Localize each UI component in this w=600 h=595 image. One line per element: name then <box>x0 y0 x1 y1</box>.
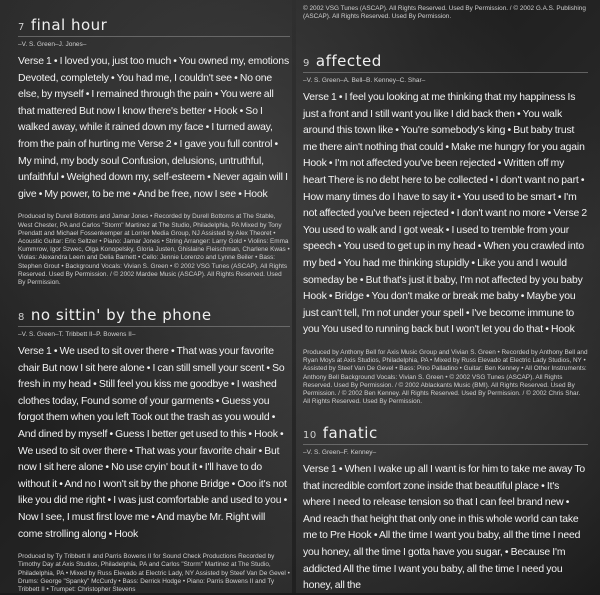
writers-line: –V. S. Green–F. Kenney– <box>303 449 377 456</box>
production-credits: Produced by Durell Bottoms and Jamar Jones • Recorded by Durell Bottoms at The Stable, West Chester, PA and Carlos "Storm" Martinez at The Studio, Philadelphia, PA Mixed by Tony Prendatt and Michael Fossenkemper at Lorrier Media Group, NJ Assisted by Alex Theoret • Acoustic Guitar: Eric Seltzer • Piano: Jamar Jones • String Arranger: Larry Gold • Violins: Emma Kummrow, Igor Szwec, Olga Konopelsky, Gloria Justen, Ghislaine Fleischman, Charlene Kwas • Violas: Alexandra Leem and Delia Barnett • Cello: Jennie Lorenzo and Lynne Beiler • Bass: Stephen Grout • Background Vocals: Vivian S. Green • © 2002 VSG Tunes (ASCAP). All Rights Reserved. Used By Permission. / © 2002 Mardee Music (ASCAP). All Rights Reserved. Used By Permission. <box>18 213 290 286</box>
writers-line: –V. S. Green–T. Tribbett II–P. Bowens II– <box>18 331 136 338</box>
track-9-section <box>303 52 588 406</box>
track-8-section <box>18 306 290 594</box>
copyright-notice: © 2002 VSG Tunes (ASCAP). All Rights Reserved. Used By Permission. / © 2002 G.A.S. Publishing (ASCAP). All Rights Reserved. Used By Permission. <box>303 5 586 21</box>
track-number: 8 <box>18 312 25 323</box>
column-divider <box>292 0 296 593</box>
track-number: 7 <box>18 22 25 33</box>
track-10-title <box>303 424 588 442</box>
track-title: no sittin' by the phone <box>30 306 212 324</box>
writers-line: –V. S. Green–J. Jones– <box>18 41 87 48</box>
track-title: affected <box>315 52 382 70</box>
track-title: fanatic <box>322 424 378 442</box>
writers-line: –V. S. Green–A. Bell–B. Kenney–C. Shar– <box>303 77 426 84</box>
lyrics-text: Verse 1 • When I wake up all I want is for him to take me away To that incredible comfort zone inside that beautiful place • It's where I need to release tension so that I can feel brand new • And reach that height that only one in this whole world can take me to Pre Hook • All the time I want you baby, all the time I need you honey, all the time I gotta have you sugar, • Because I'm addicted All the time I want you baby, all the time I need you honey, all the <box>303 464 586 592</box>
lyrics-text: Verse 1 • I loved you, just too much • You owned my, emotions Devoted, completely • You had me, I couldn't see • No one else, by myself • I remained through the pain • You were all that mattered But now I know there's better • Hook • So I walked away, while it rained down my face • I turned away, from the pain of hurting me Verse 2 • I gave you full control • My mind, my body soul Confusion, delusions, untruthful, unfaithful • Weighed down my, self-esteem • Never again will I give • My power, to be me • And be free, now I see • Hook <box>18 56 289 200</box>
track-9-title <box>303 52 588 70</box>
track-7-title <box>18 16 290 34</box>
title-rule <box>303 444 588 445</box>
lyrics-text: Verse 1 • We used to sit over there • That was your favorite chair But now I sit here alone • I can still smell your scent • So fresh in my head • Still feel you kiss me goodbye • I washed clothes today, Found some of your garments • Guess you forgot them when you left Took out the trash as you would • And dined by myself • Guess I better get used to this • Hook • We used to sit over there • That was your favorite chair • But now I sit here alone • No use cryin' bout it • I'll have to do without it • And no I won't sit by the phone Bridge • Ooo it's not like you did me right • I was just comfortable and used to you • Now I see, I must first love me • And maybe Mr. Right will come strolling along • Hook <box>18 346 288 540</box>
title-rule <box>18 326 290 327</box>
track-7-section <box>18 16 290 287</box>
lyrics-text: Verse 1 • I feel you looking at me thinking that my happiness Is just a front and I still want you like I did back then • You walk around this town like • You're somebody's king • But baby trust me there ain't nothing that could • Make me hungry for you again Hook • I'm not affected you've been rejected • Written off my heart There is no debt here to be collected • I don't want no part • How many times do I have to say it • You used to be smart • I'm not affected you've been rejected • I don't want no more • Verse 2 You used to walk and I got weak • I used to tremble from your speech • You used to get up in my head • When you crawled into my bed • You had me thinking stupidly • Like you and I would someday be • But that's just it baby, I'm not affected by you baby Hook • Bridge • You don't make or break me baby • Maybe you just can't tell, I'm not under your spell • I've become immune to you You used to running back but I won't let you do that • Hook <box>303 92 588 336</box>
track-10-section <box>303 424 588 595</box>
track-number: 10 <box>303 430 317 441</box>
track-8-title <box>18 306 290 324</box>
title-rule <box>18 36 290 37</box>
production-credits: Produced by Anthony Bell for Axis Music Group and Vivian S. Green • Recorded by Anthony Bell and Ryan Moys at Axis Studios, Philadelphia, PA • Mixed by Russ Elevado at Electric Lady Studios, NY • Assisted by Steef Van De Gevel • Bass: Pino Palladino • Guitar: Ben Kenney • All Other Instruments: Anthony Bell Background Vocals: Vivian S. Green • © 2002 VSG Tunes (ASCAP). All Rights Reserved. Used By Permission. / © 2002 Ablackants Music (BMI). All Rights Reserved. Used By Permission. / © 2002 Ben Kenney. All Rights Reserved. Used By Permission. / © 2002 Chris Shar. All Rights Reserved. Used By Permission. <box>303 348 588 406</box>
right-column <box>303 0 588 592</box>
title-rule <box>303 72 588 73</box>
track-number: 9 <box>303 58 310 69</box>
production-credits: Produced by Ty Tribbett II and Parris Bowens II for Sound Check Productions Recorded by Timothy Day at Axis Studios, Philadelphia, PA and Carlos "Storm" Martinez at The Studio, Philadelphia, PA • Mixed by Russ Elevado at Electric Lady, NY Assisted by Steef Van De Gevel • Drums: George "Spanky" McCurdy • Bass: Derrick Hodge • Piano: Parris Bowens II and Ty Tribbett II • Trumpet: Christopher Stevens <box>18 553 290 593</box>
track-title: final hour <box>30 16 108 34</box>
